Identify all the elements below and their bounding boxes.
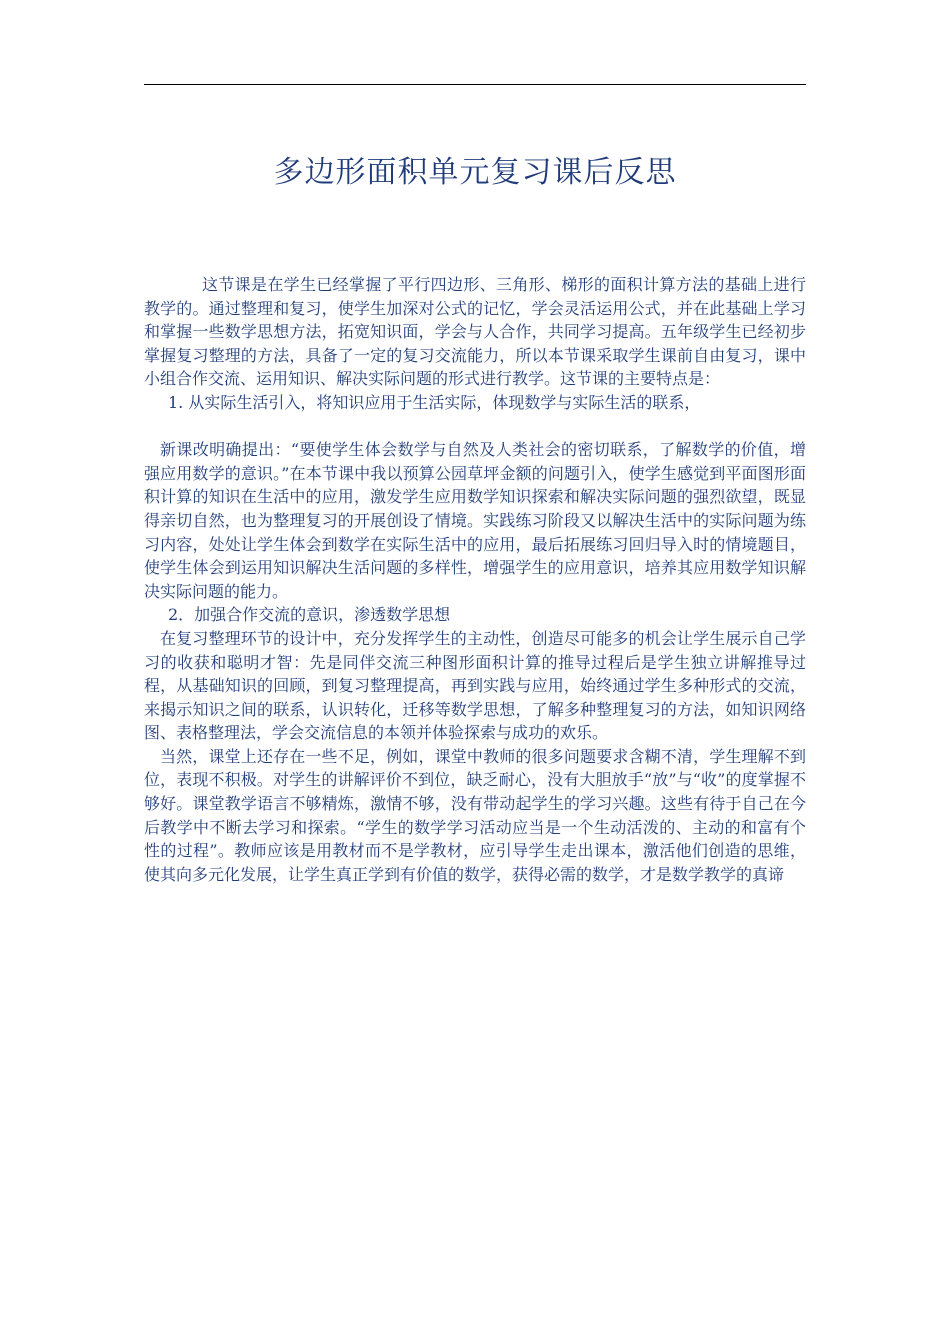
list-item-2: 2．加强合作交流的意识，渗透数学思想 [168,605,451,625]
paragraph-real-life: 新课改明确提出：“要使学生体会数学与自然及人类社会的密切联系，了解数学的价值，增强应用数学的意识。”在本节课中我以预算公园草坪金额的问题引入，使学生感觉到平面图形面积计算的知识在生活中的应用，激发学生应用数学知识探索和解决实际问题的强烈欲望，既显得亲切自然，也为整理复习的开展创设了情境。实践练习阶段又以解决生活中的实际问题为练习内容，处处让学生体会到数学在实际生活中的应用，最后拓展练习回归导入时的情境题目，使学生体会到运用知识解决生活问题的多样性，增强学生的应用意识，培养其应用数学知识解决实际问题的能力。 [144,440,806,601]
document-title: 多边形面积单元复习课后反思 [273,155,677,190]
document-body [144,273,806,886]
paragraph-cooperation: 在复习整理环节的设计中，充分发挥学生的主动性，创造尽可能多的机会让学生展示自己学习的收获和聪明才智：先是同伴交流三种图形面积计算的推导过程后是学生独立讲解推导过程，从基础知识的回顾，到复习整理提高，再到实践与应用，始终通过学生多种形式的交流，来揭示知识之间的联系，认识转化，迁移等数学思想，了解多种整理复习的方法，如知识网络图、表格整理法，学会交流信息的本领并体验探索与成功的欢乐。 [144,628,806,743]
paragraph-shortcomings: 当然，课堂上还存在一些不足，例如，课堂中教师的很多问题要求含糊不清，学生理解不到位，表现不积极。对学生的讲解评价不到位，缺乏耐心，没有大胆放手“放”与“收”的度掌握不够好。课堂教学语言不够精炼，激情不够，没有带动起学生的学习兴趣。这些有待于自己在今后教学中不断去学习和探索。“学生的数学学习活动应当是一个生动活泼的、主动的和富有个性的过程”。教师应该是用教材而不是学教材，应引导学生走出课本，激活他们创造的思维，使其向多元化发展，让学生真正学到有价值的数学，获得必需的数学，才是数学教学的真谛 [144,746,806,884]
paragraph-intro: 这节课是在学生已经掌握了平行四边形、三角形、梯形的面积计算方法的基础上进行教学的。通过整理和复习，使学生加深对公式的记忆，学会灵活运用公式，并在此基础上学习和掌握一些数学思想方法，拓宽知识面，学会与人合作，共同学习提高。五年级学生已经初步掌握复习整理的方法，具备了一定的复习交流能力，所以本节课采取学生课前自由复习，课中小组合作交流、运用知识、解决实际问题的形式进行教学。这节课的主要特点是： [144,275,806,389]
list-item-1: 1. 从实际生活引入，将知识应用于生活实际，体现数学与实际生活的联系， [168,392,701,412]
paragraph-gap [144,415,806,439]
header-rule [144,84,806,85]
